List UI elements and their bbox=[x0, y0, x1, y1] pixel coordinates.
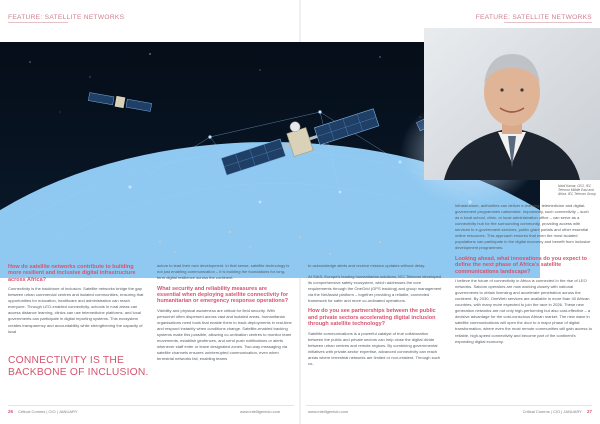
question-heading-2: What security and reliability measures are essential when deploying satellite connectivity for humanitarian or emergency response operations? bbox=[157, 285, 289, 305]
answer-paragraph-3b: At SIAS, Europe's leading humanitarian solutions, IEC Telecom developed its comprehensive safety ecosystem, which addresses the core requirements through the OneGrid (GPS tracking) and group management via the NetAssist platform – together providing a reliable, connected framework for safer and more co-ordinated operations. bbox=[308, 273, 442, 303]
page-number-left: 26 bbox=[8, 409, 14, 414]
section-tag-left: FEATURE: SATELLITE NETWORKS bbox=[8, 14, 125, 21]
footer-rule-right bbox=[306, 405, 592, 406]
answer-paragraph-3a: to acknowledge alerts and receive mission updates without delay. bbox=[308, 263, 426, 268]
question-heading-4: Looking ahead, what innovations do you expect to define the next phase of Africa's satellite communications landscape? bbox=[455, 255, 588, 275]
footer-url-left[interactable]: www.intelligentcio.com bbox=[240, 409, 281, 414]
answer-paragraph-1: Connectivity is the backbone of inclusion. Satellite networks bridge the gap between urban commercial centres and isolated communities, ensuring that opportunities for education, healthcare and administration can reach everyone. Through LEO-enabled connectivity, schools in rural areas can access distance learning, clinics can use telemedicine platforms, and local governments can participate in digital reporting systems. This ecosystem creates transparency and accountability while strengthening the capacity of local bbox=[8, 286, 144, 334]
answer-paragraph-2a: actors to lead their own development. In that sense, satellite technology is not just enabling communication – it is building the foundations for long-term digital resilience across the continent. bbox=[157, 263, 290, 281]
footer-publication-right: Critical Comms | CIO | JANUARY bbox=[522, 409, 582, 414]
column-4 bbox=[455, 203, 592, 349]
footer-url-right[interactable]: www.intelligentcio.com bbox=[308, 409, 349, 414]
column-2 bbox=[157, 263, 292, 367]
column-3 bbox=[308, 263, 443, 371]
question-heading-3: How do you see partnerships between the public and private sectors accelerating digital inclusion through satellite technology? bbox=[308, 308, 436, 328]
footer-right bbox=[523, 409, 592, 414]
footer-left bbox=[8, 409, 77, 414]
executive-portrait bbox=[424, 28, 600, 180]
answer-paragraph-2b: Visibility and physical awareness are critical for field security. With personnel often dispersed across vast and isolated areas, humanitarian organisations need tools that enable them to track deployments in real-time and respond instantly when conditions change. Satellite-enabled tracking systems make this possible, allowing co-ordination centres to monitor team movements, establish geofences, and send push notifications or alerts whenever staff enter or leave designated zones. Two-way messaging via satellite channels ensures uninterrupted communication, even when terrestrial networks fail, enabling teams bbox=[157, 307, 292, 362]
section-tag-right: FEATURE: SATELLITE NETWORKS bbox=[475, 14, 592, 21]
section-rule-right bbox=[504, 22, 592, 23]
answer-paragraph-4a: infrastructure, authorities can deliver e-learning, telemedicine and digital-government programmes nationwide. Importantly, such connectivity – such as a local school, clinic, or local administration office – can serve as a connectivity hub for the surrounding community, providing access with services to e-government services, public grant portals and other essential online resources. This approach ensures that even the most isolated populations can participate in the digital economy and benefit from inclusive development programmes. bbox=[455, 203, 591, 251]
column-1 bbox=[8, 263, 148, 339]
footer-publication-left: Critical Comms | CIO | JANUARY bbox=[18, 409, 78, 414]
answer-paragraph-4b: I believe the future of connectivity in Africa is connected in the rise of LEO networks. Satcom operators are now working closely with national governments to obtain licensing and accelerate penetration across the continent. By 2030, OneWeb services are available in more than 40 African countries, with many more expected to join the race in 2026. These new generation networks are not only high-performing but also cost-effective – a decisive advantage for the cost-conscious African market. The new wave in satellite communications will open the door to a major phase of digital transformation, where even the most remote communities will gain access to reliable, high-speed connectivity and become part of the continent's expanding digital economy. bbox=[455, 278, 592, 344]
section-rule-left bbox=[8, 22, 68, 23]
question-heading-1: How do satellite networks contribute to building more resilient and inclusive digital infrastructure across Africa? bbox=[8, 264, 136, 283]
footer-rule-left bbox=[8, 405, 294, 406]
answer-paragraph-3c: Satellite communications is a powerful catalyst of true collaboration between the public and private sectors can help close the digital divide between urban centres and remote regions. By combining governmental initiatives with private-sector expertise, advanced connectivity can reach areas where terrestrial networks are limited or non-existent. Through such co- bbox=[308, 330, 441, 366]
portrait-caption: Nabil Kamar, CEO, IEC Telecom Middle East and Africa, IEC Telecom Group bbox=[558, 184, 596, 197]
pull-quote: CONNECTIVITY IS THE BACKBONE OF INCLUSION. bbox=[8, 355, 149, 379]
page-number-right: 27 bbox=[586, 409, 592, 414]
